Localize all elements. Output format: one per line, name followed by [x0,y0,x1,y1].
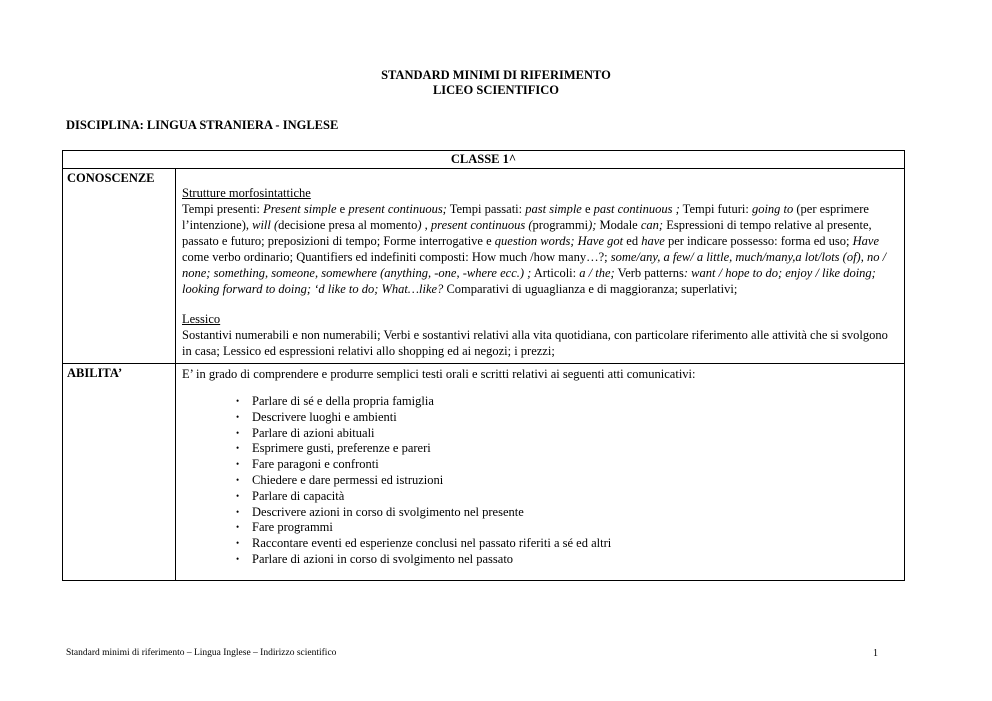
strutture-segment: Espressioni di tempo relative al presente, passato e futuro; preposizioni di tempo; Forme interrogative e [182,218,872,248]
class-heading: CLASSE 1^ [63,151,905,169]
strutture-segment: per indicare possesso: forma ed uso; [664,234,853,248]
strutture-segment: past continuous ; [593,202,680,216]
strutture-segment: Tempi futuri: [679,202,752,216]
strutture-segment: come verbo ordinario; Quantifiers ed indefiniti composti: How much /how many…?; [182,250,611,264]
strutture-segment: decisione presa al momento [278,218,418,232]
strutture-segment: ) , present continuous ( [417,218,533,232]
lessico-section [182,311,898,359]
curriculum-table [62,150,905,581]
list-item: • Descrivere luoghi e ambienti [252,410,898,426]
list-item: • Raccontare eventi ed esperienze conclusi nel passato riferiti a sé ed altri [252,536,898,552]
abilita-list [182,394,898,568]
strutture-segment: a / the; [579,266,615,280]
conoscenze-content [176,169,905,364]
strutture-segment: e [581,202,594,216]
strutture-segment: Articoli: [531,266,580,280]
lessico-heading: Lessico [182,312,221,326]
discipline-heading: DISCIPLINA: LINGUA STRANIERA - INGLESE [66,118,339,132]
strutture-segment: past simple [525,202,582,216]
strutture-segment: ed [623,234,642,248]
title-line-standard: STANDARD MINIMI DI RIFERIMENTO [381,68,611,82]
abilita-content [176,364,905,581]
lessico-text: Sostantivi numerabili e non numerabili; Verbi e sostantivi relativi alla vita quotidiana, con particolare riferimento alle attività che si svolgono in casa; Lessico ed espressioni relativi allo shopping ed ai negozi; i prezzi; [182,328,888,358]
strutture-segment: some/any, a few/ a little, much/many,a lot/lots (of), no / none; something, someone, somewhere (anything, -one, -where ecc.) ; [182,250,887,280]
strutture-segment: going to [751,202,794,216]
title-line-liceo: LICEO SCIENTIFICO [432,83,560,97]
conoscenze-label: CONOSCENZE [63,169,176,364]
list-item: • Fare programmi [252,520,898,536]
conoscenze-row [63,169,905,364]
strutture-segment: Verb patterns [614,266,684,280]
strutture-segment: (per esprimere l’intenzione), [182,202,869,232]
list-item: • Chiedere e dare permessi ed istruzioni [252,473,898,489]
abilita-intro: E’ in grado di comprendere e produrre semplici testi orali e scritti relativi ai seguenti atti comunicativi: [182,367,696,381]
strutture-segment: ); [588,218,597,232]
strutture-segment: Modale [596,218,641,232]
list-item: • Descrivere azioni in corso di svolgimento nel presente [252,505,898,521]
list-item: • Parlare di azioni in corso di svolgimento nel passato [252,552,898,568]
spacer [182,171,898,185]
strutture-segment: Have [852,234,879,248]
strutture-segment: Tempi passati: [446,202,526,216]
strutture-segment: Comparativi di uguaglianza e di maggioranza; superlativi; [443,282,738,296]
abilita-label: ABILITA’ [63,364,176,581]
strutture-segment: question words; [494,234,575,248]
strutture-segment: programmi [532,218,589,232]
page-number: 1 [873,648,878,659]
list-item: • Parlare di sé e della propria famiglia [252,394,898,410]
strutture-section [182,185,898,297]
strutture-heading: Strutture morfosintattiche [182,186,311,200]
footer-text: Standard minimi di riferimento – Lingua Inglese – Indirizzo scientifico [66,648,337,658]
strutture-segment: present continuous; [348,202,447,216]
strutture-segment: Have got [577,234,624,248]
document-title [0,68,992,98]
list-item: • Parlare di azioni abituali [252,426,898,442]
list-item: • Esprimere gusti, preferenze e pareri [252,441,898,457]
strutture-segment: : want / hope to do; enjoy / like doing; looking forward to doing; ‘d like to do; What…like? [182,266,876,296]
strutture-segment: can; [640,218,664,232]
list-item: • Fare paragoni e confronti [252,457,898,473]
class-heading-row [63,151,905,169]
strutture-segment: Present simple [263,202,337,216]
strutture-text [182,201,898,297]
strutture-segment: e [336,202,349,216]
strutture-segment: Tempi presenti: [182,202,264,216]
abilita-row [63,364,905,581]
list-item: • Parlare di capacità [252,489,898,505]
strutture-segment: have [641,234,665,248]
strutture-segment: will ( [252,218,279,232]
